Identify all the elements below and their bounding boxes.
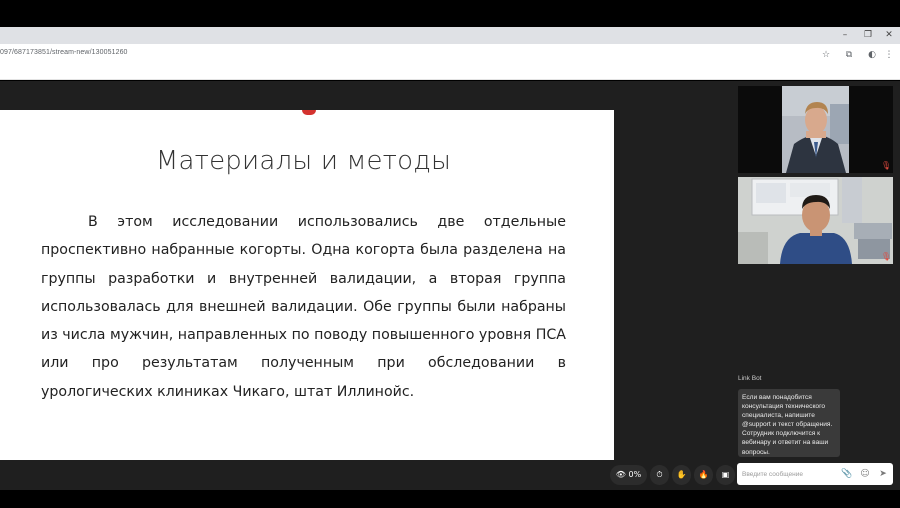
webinar-stage	[0, 81, 900, 490]
profile-icon[interactable]: ◐	[868, 50, 876, 60]
raise-hand-button[interactable]	[672, 465, 691, 485]
slide-accent-mark	[302, 110, 316, 115]
extensions-icon[interactable]: ⧉	[845, 50, 853, 60]
hand-icon: ✋	[676, 470, 687, 479]
minimize-icon[interactable]: –	[842, 30, 848, 40]
participant-video-2[interactable]	[738, 177, 893, 264]
mic-off-icon: 🎙	[881, 252, 892, 261]
mic-off-icon: 🎙	[881, 161, 892, 170]
chat-message: Если вам понадобится консультация технического специалиста, напишите @support и текст обращения. Сотрудник подключится к вебинару и ответит на ваши вопросы.	[738, 389, 840, 457]
send-icon[interactable]: ➤	[879, 469, 887, 479]
participant-video-1[interactable]	[738, 86, 893, 173]
viewers-counter[interactable]	[610, 465, 647, 485]
address-bar[interactable]: 097/687173851/stream-new/130051260	[0, 49, 128, 56]
bookmark-star-icon[interactable]: ☆	[821, 50, 831, 60]
browser-toolbar	[0, 44, 900, 66]
browser-menu-icon[interactable]: ⋮	[884, 50, 894, 60]
participant-1-image	[738, 86, 893, 173]
fire-icon: 🔥	[698, 470, 709, 479]
timer-button[interactable]	[650, 465, 669, 485]
viewers-percent: 0%	[628, 470, 642, 479]
presentation-slide	[0, 110, 614, 460]
slide-body-text: В этом исследовании использовались две отдельные проспективно набранные когорты. Одна когорта была разделена на группы разработки и внутренней валидации, а вторая группа использовалась для внешней валидации. Обе группы были набраны из числа мужчин, направленных по поводу повышенного уровня ПСА или про результатам полученным при обследовании в урологических клиниках Чикаго, штат Иллинойс.	[41, 214, 566, 400]
timer-icon: ⏱	[656, 470, 663, 479]
chat-message-input[interactable]	[742, 467, 842, 481]
picture-in-picture-button[interactable]	[716, 465, 735, 485]
restore-icon[interactable]: ❐	[863, 30, 873, 40]
pip-icon: ▣	[721, 470, 730, 479]
close-icon[interactable]: ✕	[885, 30, 893, 40]
chat-message-author: Link Bot	[738, 375, 762, 382]
browser-titlebar	[0, 27, 900, 44]
slide-title: Материалы и методы	[155, 146, 452, 176]
participant-2-image	[738, 177, 893, 264]
eye-icon: 👁	[615, 470, 626, 479]
reaction-button[interactable]	[694, 465, 713, 485]
bookmarks-bar	[0, 66, 900, 80]
chat-input-box	[737, 463, 893, 485]
emoji-icon[interactable]: ☺	[860, 469, 870, 479]
attach-icon[interactable]: 📎	[841, 469, 853, 479]
